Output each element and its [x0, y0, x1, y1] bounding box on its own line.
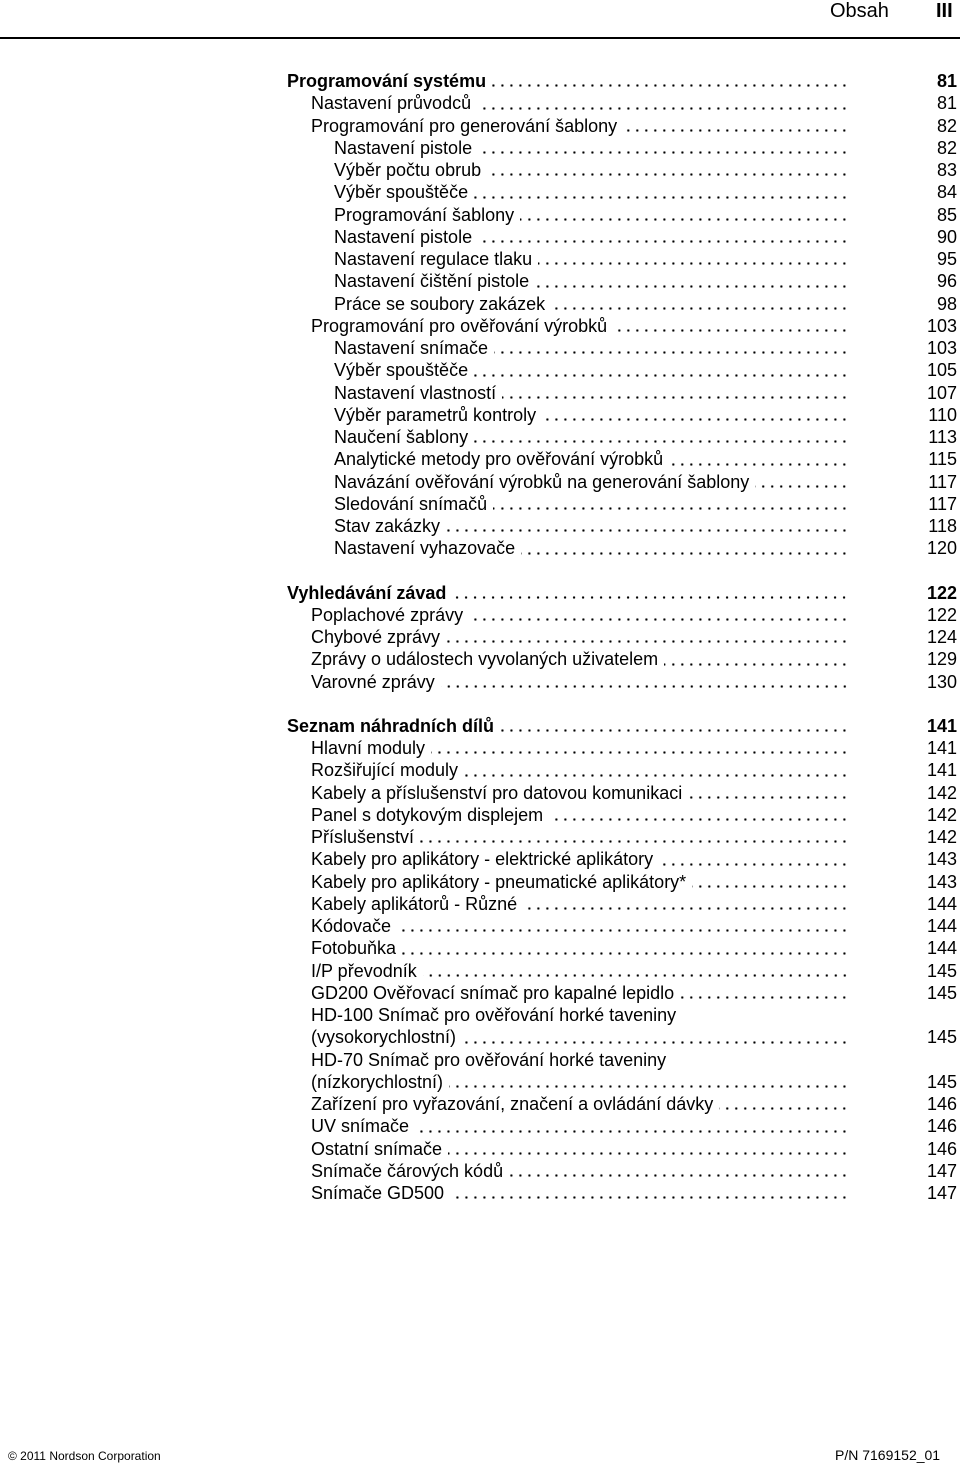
- toc-entry[interactable]: [287, 115, 957, 137]
- toc-entry-label: Zprávy o událostech vyvolaných uživatelem: [311, 649, 659, 670]
- toc-entry[interactable]: [287, 1049, 957, 1094]
- toc-page-number: 110: [928, 404, 957, 425]
- toc-entry[interactable]: [287, 982, 957, 1004]
- toc-entry-label: Ostatní snímače: [311, 1138, 443, 1159]
- toc-entry-label: Zařízení pro vyřazování, značení a ovládání dávky: [311, 1094, 714, 1114]
- dot-leader: [500, 729, 849, 732]
- toc-entry-label: Navázání ověřování výrobků na generování šablony: [334, 471, 750, 492]
- toc-page-number: 90: [936, 226, 957, 247]
- toc-entry-label: Příslušenství: [311, 827, 415, 847]
- toc-entry[interactable]: [287, 159, 957, 181]
- toc-entry[interactable]: [287, 626, 957, 648]
- toc-entry[interactable]: [287, 137, 957, 159]
- toc-entry-label: Práce se soubory zakázek: [334, 293, 546, 314]
- dot-leader: [669, 463, 849, 466]
- toc-page-number: 143: [926, 871, 957, 892]
- toc-entry[interactable]: [287, 515, 957, 537]
- toc-entry[interactable]: [287, 1115, 957, 1137]
- dot-leader: [535, 285, 849, 288]
- dot-leader: [719, 1107, 849, 1110]
- toc-page-number: 83: [936, 160, 957, 180]
- toc-entry-label: Rozšiřující moduly: [311, 760, 459, 781]
- toc-entry-label: Sledování snímačů: [334, 493, 488, 514]
- dot-leader: [542, 418, 849, 421]
- toc-entry-label: Kabely pro aplikátory - elektrické aplikátory: [311, 849, 654, 870]
- dot-leader: [549, 818, 849, 821]
- dot-leader: [446, 640, 849, 643]
- toc-page-number: 141: [926, 738, 957, 758]
- toc-entry-label: Fotobuňka: [311, 938, 397, 959]
- toc-chapter-entry[interactable]: [287, 582, 957, 604]
- toc-page-number: 145: [926, 1027, 957, 1048]
- toc-entry-label: Programování pro generování šablony: [311, 115, 618, 136]
- toc-entry[interactable]: [287, 226, 957, 248]
- toc-page-number: 122: [926, 582, 957, 603]
- toc-page-number: 81: [936, 71, 957, 91]
- dot-leader: [659, 863, 849, 866]
- toc-page-number: 96: [936, 271, 957, 292]
- dot-leader: [462, 1041, 849, 1044]
- toc-entry-label: Snímače GD500: [311, 1183, 445, 1203]
- toc-entry-label: Programování šablony: [334, 204, 515, 225]
- toc-entry-label: Analytické metody pro ověřování výrobků: [334, 449, 664, 470]
- toc-entry[interactable]: [287, 315, 957, 337]
- dot-leader: [523, 907, 849, 910]
- toc-page-number: 146: [926, 1116, 957, 1137]
- toc-page-number: 105: [926, 360, 957, 381]
- toc-entry-label: Kabely pro aplikátory - pneumatické aplikátory*: [311, 871, 687, 892]
- toc-entry[interactable]: [287, 448, 957, 470]
- toc-entry-label: I/P převodník: [311, 960, 417, 981]
- toc-entry-label: Vyhledávání závad: [287, 582, 447, 603]
- toc-entry-label: UV snímače: [311, 1116, 410, 1137]
- footer-part-number: P/N 7169152_01: [835, 1447, 941, 1463]
- toc-section: [287, 582, 957, 693]
- toc-entry[interactable]: [287, 359, 957, 381]
- toc-entry[interactable]: [287, 1182, 957, 1204]
- toc-page-number: 120: [926, 538, 957, 559]
- toc-page-number: 124: [926, 627, 957, 647]
- toc-entry-label: Kabely a příslušenství pro datovou komunikaci: [311, 782, 683, 803]
- toc-entry-label: Naučení šablony: [334, 427, 469, 447]
- toc-page-number: 146: [926, 1094, 957, 1114]
- toc-entry-label: Kódovače: [311, 916, 392, 936]
- toc-entry[interactable]: [287, 671, 957, 693]
- toc-entry-label: Nastavení pistole: [334, 226, 473, 247]
- toc-entry[interactable]: [287, 382, 957, 404]
- dot-leader: [493, 507, 849, 510]
- toc-page-number: 145: [926, 1071, 957, 1092]
- toc-page-number: 129: [926, 649, 957, 670]
- toc-entry[interactable]: [287, 248, 957, 270]
- dot-leader: [623, 129, 849, 132]
- toc-page-number: 82: [936, 137, 957, 158]
- dot-leader: [449, 1085, 849, 1088]
- toc-page-number: 147: [926, 1183, 957, 1203]
- dot-leader: [420, 840, 849, 843]
- toc-entry[interactable]: [287, 915, 957, 937]
- toc-entry[interactable]: [287, 871, 957, 893]
- dot-leader: [692, 885, 849, 888]
- dot-leader: [551, 307, 849, 310]
- dot-leader: [613, 329, 849, 332]
- toc-entry[interactable]: [287, 759, 957, 781]
- dot-leader: [755, 485, 849, 488]
- dot-leader: [402, 952, 849, 955]
- dot-leader: [521, 552, 849, 555]
- dot-leader: [415, 1130, 849, 1133]
- toc-entry-label: Výběr spouštěče: [334, 182, 469, 203]
- toc-entry[interactable]: [287, 937, 957, 959]
- toc-page-number: 82: [936, 115, 957, 136]
- toc-entry-label: Chybové zprávy: [311, 627, 441, 647]
- dot-leader: [478, 240, 849, 243]
- toc-page-number: 117: [928, 471, 957, 492]
- header-rule: [0, 37, 960, 39]
- dot-leader: [680, 996, 849, 999]
- toc-page-number: 113: [928, 427, 957, 447]
- dot-leader: [431, 751, 849, 754]
- toc-entry-label: Seznam náhradních dílů: [287, 715, 495, 736]
- dot-leader: [494, 351, 849, 354]
- toc-entry-label: Panel s dotykovým displejem: [311, 804, 544, 825]
- toc-page-number: 142: [926, 804, 957, 825]
- toc-page-number: 118: [928, 516, 957, 536]
- header-title: Obsah: [830, 0, 889, 22]
- toc-page-number: 146: [926, 1138, 957, 1159]
- toc-entry[interactable]: [287, 493, 957, 515]
- toc-entry[interactable]: [287, 293, 957, 315]
- toc-entry-label: Nastavení vyhazovače: [334, 538, 516, 559]
- toc-section: [287, 715, 957, 1205]
- dot-leader: [452, 596, 849, 599]
- toc-entry-label: Hlavní moduly: [311, 738, 426, 758]
- toc-page-number: 117: [928, 493, 957, 514]
- toc-page-number: 144: [926, 916, 957, 936]
- dot-leader: [397, 929, 849, 932]
- toc-entry-label: Snímače čárových kódů: [311, 1160, 504, 1181]
- toc-entry[interactable]: [287, 1138, 957, 1160]
- toc-entry-label: Výběr parametrů kontroly: [334, 404, 537, 425]
- toc-entry-label: Programování systému: [287, 71, 487, 91]
- toc-page-number: 98: [936, 293, 957, 314]
- dot-leader: [464, 774, 849, 777]
- toc-entry[interactable]: [287, 1160, 957, 1182]
- toc-page-number: 142: [926, 782, 957, 803]
- dot-leader: [477, 107, 849, 110]
- toc-entry[interactable]: [287, 404, 957, 426]
- toc-entry-label: Nastavení průvodců: [311, 93, 472, 114]
- toc-entry[interactable]: [287, 270, 957, 292]
- dot-leader: [423, 974, 849, 977]
- dot-leader: [509, 1174, 849, 1177]
- toc-page-number: 107: [926, 382, 957, 403]
- toc-entry[interactable]: [287, 893, 957, 915]
- toc-entry[interactable]: [287, 782, 957, 804]
- toc-entry[interactable]: [287, 804, 957, 826]
- dot-leader: [478, 151, 849, 154]
- toc-entry-label: Programování pro ověřování výrobků: [311, 315, 608, 336]
- toc-entry-label: HD-70 Snímač pro ověřování horké taveniny: [311, 1049, 667, 1070]
- toc-entry[interactable]: [287, 648, 957, 670]
- dot-leader: [492, 84, 849, 87]
- toc-entry[interactable]: [287, 471, 957, 493]
- toc-entry-label: HD-100 Snímač pro ověřování horké taveniny: [311, 1005, 677, 1025]
- toc-page-number: 115: [928, 449, 957, 470]
- toc-entry-label: Nastavení snímače: [334, 338, 489, 358]
- toc-entry[interactable]: [287, 181, 957, 203]
- toc-entry[interactable]: [287, 337, 957, 359]
- toc-entry[interactable]: [287, 426, 957, 448]
- toc-section: [287, 70, 957, 560]
- toc-entry[interactable]: [287, 737, 957, 759]
- toc-page-number: 144: [926, 938, 957, 959]
- toc-entry-label: Poplachové zprávy: [311, 604, 464, 625]
- toc-page-number: 142: [926, 827, 957, 847]
- dot-leader: [520, 218, 849, 221]
- dot-leader: [474, 196, 849, 199]
- toc-page-number: 130: [926, 671, 957, 692]
- toc-page-number: 85: [936, 204, 957, 225]
- dot-leader: [441, 685, 849, 688]
- toc-page-number: 145: [926, 960, 957, 981]
- toc-page-number: 144: [926, 893, 957, 914]
- dot-leader: [450, 1196, 849, 1199]
- toc-entry-label: Varovné zprávy: [311, 671, 435, 692]
- toc-entry[interactable]: [287, 1093, 957, 1115]
- toc-page-number: 122: [926, 604, 957, 625]
- toc-entry-label: Nastavení regulace tlaku: [334, 249, 533, 269]
- toc-entry-label: Nastavení pistole: [334, 137, 473, 158]
- dot-leader: [688, 796, 849, 799]
- dot-leader: [469, 618, 849, 621]
- toc-entry-label-continued: (vysokorychlostní): [311, 1027, 457, 1048]
- toc-entry-label: GD200 Ověřovací snímač pro kapalné lepidlo: [311, 982, 675, 1003]
- toc-page-number: 141: [926, 715, 957, 736]
- table-of-contents: [287, 70, 957, 1226]
- dot-leader: [487, 173, 849, 176]
- toc-page-number: 103: [926, 315, 957, 336]
- toc-entry-label: Nastavení čištění pistole: [334, 271, 530, 292]
- toc-entry-label: Stav zakázky: [334, 516, 441, 536]
- dot-leader: [538, 262, 849, 265]
- toc-chapter-entry[interactable]: [287, 715, 957, 737]
- toc-entry[interactable]: [287, 1004, 957, 1049]
- dot-leader: [502, 396, 849, 399]
- header-page-number: III: [936, 0, 953, 22]
- footer-copyright: © 2011 Nordson Corporation: [8, 1449, 161, 1463]
- toc-entry[interactable]: [287, 204, 957, 226]
- toc-page-number: 141: [926, 760, 957, 781]
- toc-page-number: 95: [936, 249, 957, 269]
- toc-page-number: 81: [936, 93, 957, 114]
- toc-page-number: 143: [926, 849, 957, 870]
- dot-leader: [448, 1152, 849, 1155]
- toc-page-number: 145: [926, 982, 957, 1003]
- dot-leader: [474, 374, 849, 377]
- dot-leader: [664, 663, 849, 666]
- dot-leader: [474, 440, 849, 443]
- toc-entry[interactable]: [287, 960, 957, 982]
- toc-entry-label-continued: (nízkorychlostní): [311, 1071, 444, 1092]
- dot-leader: [446, 529, 849, 532]
- toc-page-number: 103: [926, 338, 957, 358]
- toc-entry-label: Nastavení vlastností: [334, 382, 497, 403]
- toc-chapter-entry[interactable]: [287, 70, 957, 92]
- toc-entry-label: Kabely aplikátorů - Různé: [311, 893, 518, 914]
- toc-entry[interactable]: [287, 826, 957, 848]
- toc-entry[interactable]: [287, 604, 957, 626]
- toc-page-number: 84: [936, 182, 957, 203]
- toc-entry-label: Výběr počtu obrub: [334, 160, 482, 180]
- toc-page-number: 147: [926, 1160, 957, 1181]
- toc-entry[interactable]: [287, 92, 957, 114]
- toc-entry-label: Výběr spouštěče: [334, 360, 469, 381]
- toc-entry[interactable]: [287, 537, 957, 559]
- toc-entry[interactable]: [287, 848, 957, 870]
